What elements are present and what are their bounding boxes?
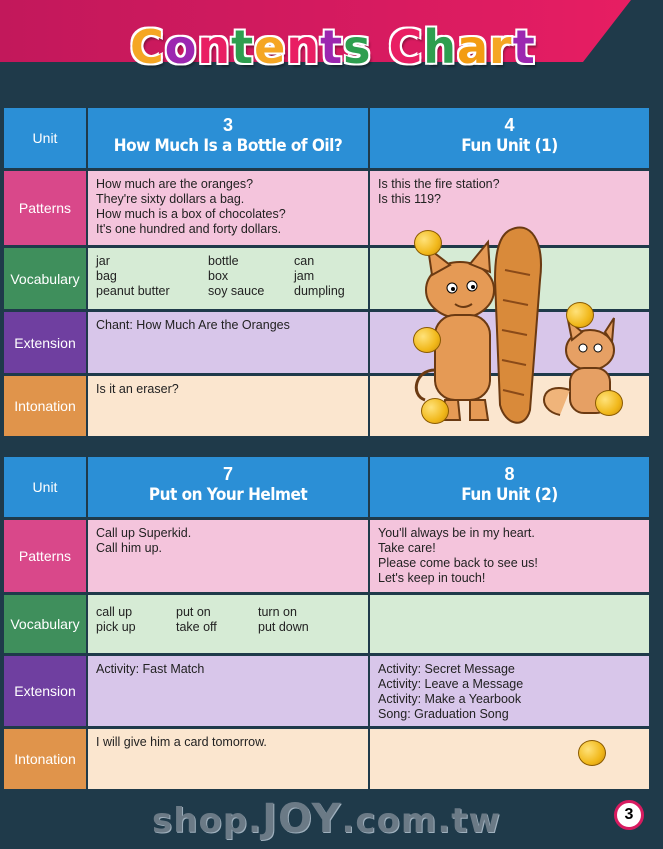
patterns-row bbox=[4, 520, 649, 592]
vocab-word: soy sauce bbox=[208, 284, 265, 298]
vocab-word: bottle bbox=[208, 254, 239, 268]
unit-4-header bbox=[370, 108, 649, 168]
vocab-word: pick up bbox=[96, 620, 136, 634]
unit-number: 3 bbox=[222, 115, 233, 135]
unit-8-header bbox=[370, 457, 649, 517]
pattern-line: Call him up. bbox=[96, 541, 162, 555]
extension-cell bbox=[88, 656, 368, 726]
extension-line: Song: Graduation Song bbox=[378, 707, 509, 721]
vocab-word: put down bbox=[258, 620, 309, 634]
pattern-line: Is this 119? bbox=[378, 192, 442, 206]
intonation-row bbox=[4, 729, 649, 789]
vocab-word: bag bbox=[96, 269, 117, 283]
unit-7-header bbox=[88, 457, 368, 517]
vocabulary-cell-empty bbox=[370, 595, 649, 653]
vocabulary-cell bbox=[88, 248, 368, 309]
patterns-label: Patterns bbox=[4, 171, 86, 245]
extension-row bbox=[4, 656, 649, 726]
patterns-cell bbox=[88, 171, 368, 245]
unit-number: 8 bbox=[504, 464, 515, 484]
intonation-line: I will give him a card tomorrow. bbox=[96, 735, 267, 749]
unit-title: Fun Unit (1) bbox=[461, 136, 558, 156]
intonation-cell bbox=[88, 729, 368, 789]
unit-number: 4 bbox=[504, 115, 515, 135]
extension-line: Activity: Fast Match bbox=[96, 662, 205, 676]
unit-label: Unit bbox=[4, 457, 86, 517]
unit-title: Fun Unit (2) bbox=[461, 485, 558, 505]
pattern-line: You'll always be in my heart. bbox=[378, 526, 535, 540]
vocabulary-cell bbox=[88, 595, 368, 653]
pattern-line: Please come back to see us! bbox=[378, 556, 538, 570]
patterns-label: Patterns bbox=[4, 520, 86, 592]
page-title: Contents Chart bbox=[130, 20, 536, 74]
vocab-word: call up bbox=[96, 605, 133, 619]
unit-title: How Much Is a Bottle of Oil? bbox=[113, 136, 343, 156]
patterns-cell bbox=[88, 520, 368, 592]
intonation-cell bbox=[88, 376, 368, 436]
extension-line: Activity: Leave a Message bbox=[378, 677, 524, 691]
extension-label: Extension bbox=[4, 312, 86, 373]
orange-icon bbox=[421, 398, 449, 424]
unit-number: 7 bbox=[222, 464, 233, 484]
orange-icon bbox=[566, 302, 594, 328]
extension-label: Extension bbox=[4, 656, 86, 726]
vocab-word: jam bbox=[294, 269, 315, 283]
vocabulary-label: Vocabulary bbox=[4, 595, 86, 653]
vocab-word: put on bbox=[176, 605, 211, 619]
vocab-word: can bbox=[294, 254, 315, 268]
pattern-line: They're sixty dollars a bag. bbox=[96, 192, 245, 206]
vocab-word: peanut butter bbox=[96, 284, 170, 298]
unit-row bbox=[4, 457, 649, 517]
pattern-line: How much are the oranges? bbox=[96, 177, 254, 191]
pattern-line: It's one hundred and forty dollars. bbox=[96, 222, 282, 236]
intonation-cell-empty bbox=[370, 729, 649, 789]
unit-3-header bbox=[88, 108, 368, 168]
patterns-cell bbox=[370, 520, 649, 592]
pattern-line: How much is a box of chocolates? bbox=[96, 207, 286, 221]
intonation-line: Is it an eraser? bbox=[96, 382, 179, 396]
vocabulary-label: Vocabulary bbox=[4, 248, 86, 309]
orange-icon bbox=[413, 327, 441, 353]
vocab-word: jar bbox=[96, 254, 110, 268]
orange-icon bbox=[595, 390, 623, 416]
page-number: 3 bbox=[614, 800, 644, 830]
unit-title: Put on Your Helmet bbox=[148, 485, 308, 505]
pattern-line: Take care! bbox=[378, 541, 436, 555]
vocab-word: dumpling bbox=[294, 284, 345, 298]
extension-cell bbox=[370, 656, 649, 726]
extension-line: Activity: Make a Yearbook bbox=[378, 692, 522, 706]
orange-icon bbox=[578, 740, 606, 766]
extension-cell bbox=[88, 312, 368, 373]
orange-icon bbox=[414, 230, 442, 256]
vocab-word: box bbox=[208, 269, 229, 283]
intonation-label: Intonation bbox=[4, 729, 86, 789]
vocab-word: turn on bbox=[258, 605, 297, 619]
pattern-line: Call up Superkid. bbox=[96, 526, 192, 540]
extension-line: Activity: Secret Message bbox=[378, 662, 515, 676]
unit-row bbox=[4, 108, 649, 168]
vocab-word: take off bbox=[176, 620, 217, 634]
pattern-line: Let's keep in touch! bbox=[378, 571, 486, 585]
website-watermark: shop.JOY.com.tw bbox=[152, 796, 501, 842]
extension-line: Chant: How Much Are the Oranges bbox=[96, 318, 290, 332]
intonation-label: Intonation bbox=[4, 376, 86, 436]
pattern-line: Is this the fire station? bbox=[378, 177, 500, 191]
vocabulary-row bbox=[4, 595, 649, 653]
unit-label: Unit bbox=[4, 108, 86, 168]
